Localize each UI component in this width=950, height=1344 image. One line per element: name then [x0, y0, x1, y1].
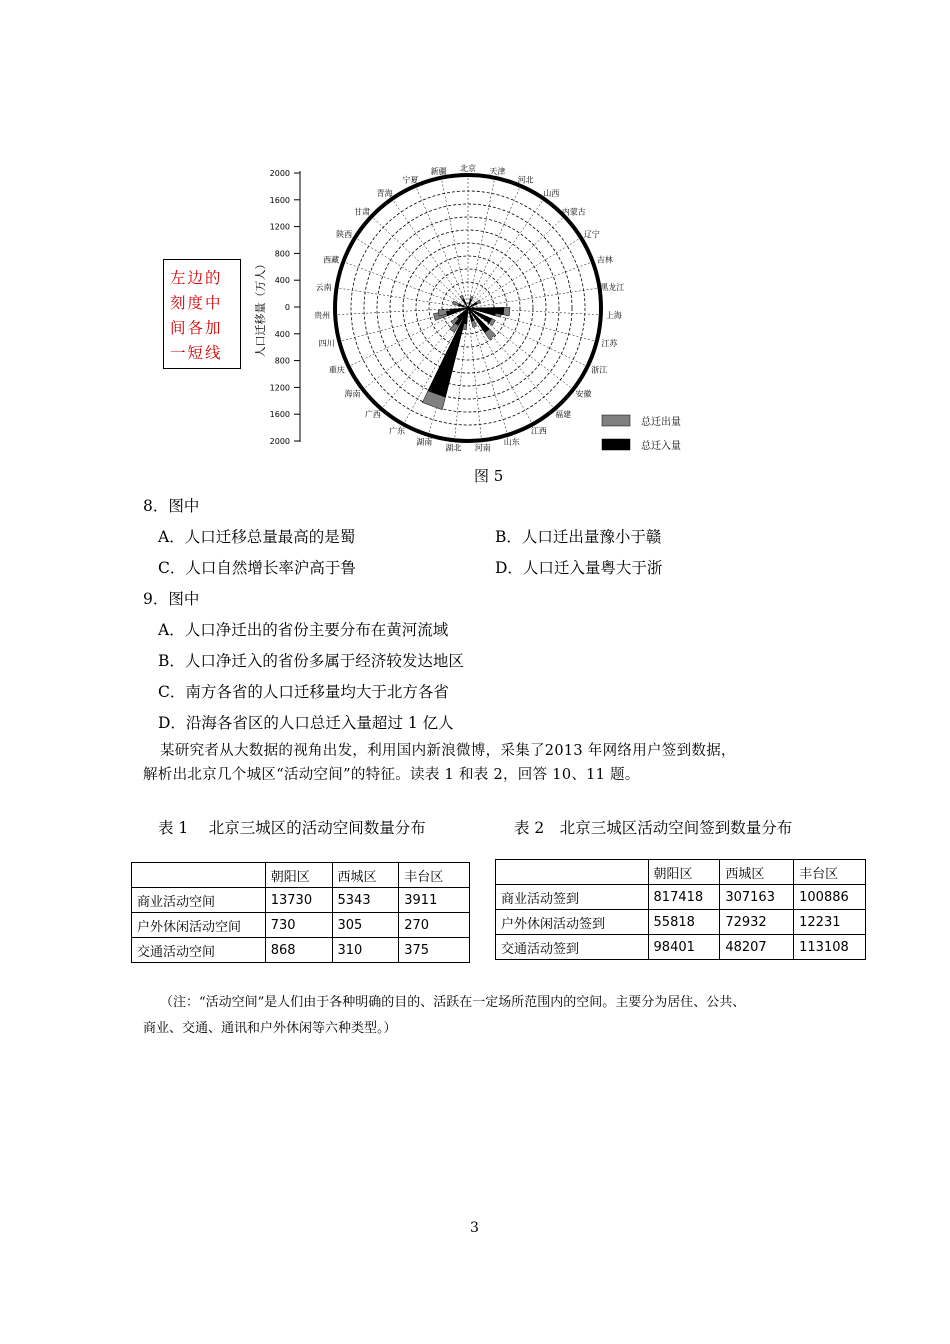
province-label: 湖北 — [445, 443, 462, 452]
table-cell: 305 — [332, 913, 399, 938]
province-label: 重庆 — [328, 365, 345, 375]
table-cell: 商业活动签到 — [496, 885, 649, 910]
scale-axis-label: 人口迁移量（万人） — [254, 258, 267, 358]
table-cell: 西城区 — [332, 863, 399, 888]
intro-line-1: 某研究者从大数据的视角出发，利用国内新浪微博，采集了2013 年网络用户签到数据， — [160, 743, 736, 759]
annotation-line: 一短线 — [170, 344, 223, 362]
province-label: 黑龙江 — [600, 282, 625, 292]
table-cell: 55818 — [648, 910, 720, 935]
table-cell: 98401 — [648, 935, 720, 960]
page-number: 3 — [470, 1220, 479, 1236]
note-line-1: （注：“活动空间”是人们由于各种明确的目的、活跃在一定场所范围内的空间。主要分为居住、公共、 — [160, 995, 746, 1010]
province-label: 陕西 — [336, 229, 353, 239]
table-cell: 868 — [265, 938, 332, 963]
table-cell: 5343 — [332, 888, 399, 913]
in-migration-wedge — [428, 308, 468, 397]
table-row — [132, 938, 470, 963]
migration-rose-svg — [252, 162, 692, 452]
table-cell: 户外休闲活动空间 — [132, 913, 266, 938]
province-label: 广东 — [389, 426, 406, 436]
question-8-option-c: C．人口自然增长率沪高于鲁 — [158, 559, 356, 577]
province-label: 贵州 — [314, 311, 331, 321]
question-8-stem: 8．图中 — [143, 497, 200, 515]
editor-annotation-box — [163, 259, 241, 369]
scale-tick-label: 1600 — [269, 410, 290, 420]
grid-spoke — [468, 308, 481, 440]
table-cell: 丰台区 — [794, 860, 866, 885]
province-label: 天津 — [489, 166, 506, 176]
scale-tick-label: 1200 — [269, 383, 290, 393]
province-label: 西藏 — [323, 255, 340, 265]
intro-line-2: 解析出北京几个城区“活动空间”的特征。读表 1 和表 2，回答 10、11 题。 — [143, 767, 640, 783]
table-1 — [131, 862, 470, 963]
province-label: 海南 — [344, 389, 361, 399]
table-cell: 730 — [265, 913, 332, 938]
table-cell: 朝阳区 — [648, 860, 720, 885]
table-row — [132, 888, 470, 913]
province-label: 宁夏 — [402, 175, 419, 185]
legend-label: 总迁出量 — [641, 417, 681, 428]
annotation-line: 刻度中 — [170, 294, 223, 312]
province-label: 山东 — [503, 437, 520, 447]
table-cell — [132, 863, 266, 888]
grid-spoke — [392, 199, 468, 308]
table-row — [496, 935, 866, 960]
table-cell: 817418 — [648, 885, 720, 910]
scale-tick-label: 0 — [284, 303, 290, 312]
province-label: 湖南 — [416, 437, 433, 447]
province-label: 吉林 — [596, 255, 613, 265]
scale-tick-label: 2000 — [269, 169, 290, 178]
province-label: 青海 — [376, 189, 393, 199]
province-label: 江苏 — [601, 339, 618, 349]
figure-caption: 图 5 — [474, 467, 504, 485]
province-label: 江西 — [530, 426, 547, 436]
grid-spoke — [372, 216, 468, 308]
table-cell: 朝阳区 — [265, 863, 332, 888]
province-label: 河北 — [517, 175, 534, 185]
table-cell: 72932 — [720, 910, 794, 935]
question-9-option-c: C．南方各省的人口迁移量均大于北方各省 — [158, 683, 449, 701]
grid-spoke — [337, 288, 468, 308]
scale-tick-label: 2000 — [269, 437, 290, 446]
table-cell: 丰台区 — [399, 863, 470, 888]
province-label: 北京 — [460, 164, 476, 173]
province-label: 福建 — [555, 410, 572, 420]
scale-tick-label: 400 — [274, 276, 290, 286]
table-cell — [496, 860, 649, 885]
scale-tick-label: 800 — [274, 356, 290, 366]
table-cell: 交通活动空间 — [132, 938, 266, 963]
question-8-option-b: B．人口迁出量豫小于赣 — [495, 528, 662, 546]
province-label: 安徽 — [575, 389, 592, 399]
scale-tick-label: 1200 — [269, 222, 290, 232]
grid-spoke — [468, 308, 573, 389]
note-line-2: 商业、交通、通讯和户外休闲等六种类型。） — [143, 1021, 397, 1036]
grid-spoke — [468, 199, 544, 308]
province-label: 河南 — [474, 443, 491, 452]
grid-spoke — [468, 216, 564, 308]
question-9-stem: 9．图中 — [143, 590, 200, 608]
province-label: 上海 — [605, 311, 622, 321]
question-9-option-d: D．沿海各省区的人口总迁入量超过 1 亿人 — [158, 714, 454, 732]
grid-spoke — [343, 262, 468, 308]
question-8-option-d: D．人口迁入量粤大于浙 — [495, 559, 663, 577]
table-row — [496, 910, 866, 935]
grid-spoke — [468, 262, 593, 308]
table-cell: 户外休闲活动签到 — [496, 910, 649, 935]
table-cell: 307163 — [720, 885, 794, 910]
legend-label: 总迁入量 — [641, 441, 681, 452]
table-cell: 商业活动空间 — [132, 888, 266, 913]
province-label: 山西 — [543, 189, 560, 199]
province-label: 云南 — [315, 282, 332, 292]
legend-swatch — [602, 439, 630, 450]
province-label: 甘肃 — [354, 207, 371, 217]
question-8-option-a: A．人口迁移总量最高的是蜀 — [158, 528, 356, 546]
table-cell: 375 — [399, 938, 470, 963]
table-cell: 3911 — [399, 888, 470, 913]
question-9-option-a: A．人口净迁出的省份主要分布在黄河流域 — [158, 621, 449, 639]
scale-tick-label: 800 — [274, 249, 290, 259]
table-cell: 113108 — [794, 935, 866, 960]
table-cell: 270 — [399, 913, 470, 938]
legend-swatch — [602, 415, 630, 426]
scale-tick-label: 1600 — [269, 195, 290, 205]
table-cell: 48207 — [720, 935, 794, 960]
table-cell: 交通活动签到 — [496, 935, 649, 960]
grid-spoke — [468, 178, 495, 308]
migration-rose-chart — [252, 162, 692, 452]
scale-tick-label: 400 — [274, 329, 290, 339]
province-label: 四川 — [318, 339, 335, 349]
table-cell: 西城区 — [720, 860, 794, 885]
table-row — [496, 885, 866, 910]
province-label: 辽宁 — [583, 229, 600, 239]
table-cell: 310 — [332, 938, 399, 963]
annotation-line: 间各加 — [170, 319, 223, 337]
question-9-option-b: B．人口净迁入的省份多属于经济较发达地区 — [158, 652, 464, 670]
table-1-title: 表 1 北京三城区的活动空间数量分布 — [158, 819, 426, 837]
table-2-title: 表 2 北京三城区活动空间签到数量分布 — [514, 819, 793, 837]
table-cell: 12231 — [794, 910, 866, 935]
annotation-line: 左边的 — [170, 269, 223, 287]
province-label: 广西 — [364, 410, 381, 420]
grid-spoke — [468, 288, 599, 308]
table-2 — [495, 859, 866, 960]
province-label: 新疆 — [430, 166, 447, 176]
table-cell: 13730 — [265, 888, 332, 913]
table-header-row — [496, 860, 866, 885]
province-label: 内蒙古 — [561, 207, 586, 217]
province-label: 浙江 — [591, 365, 608, 375]
table-header-row — [132, 863, 470, 888]
table-row — [132, 913, 470, 938]
table-cell: 100886 — [794, 885, 866, 910]
